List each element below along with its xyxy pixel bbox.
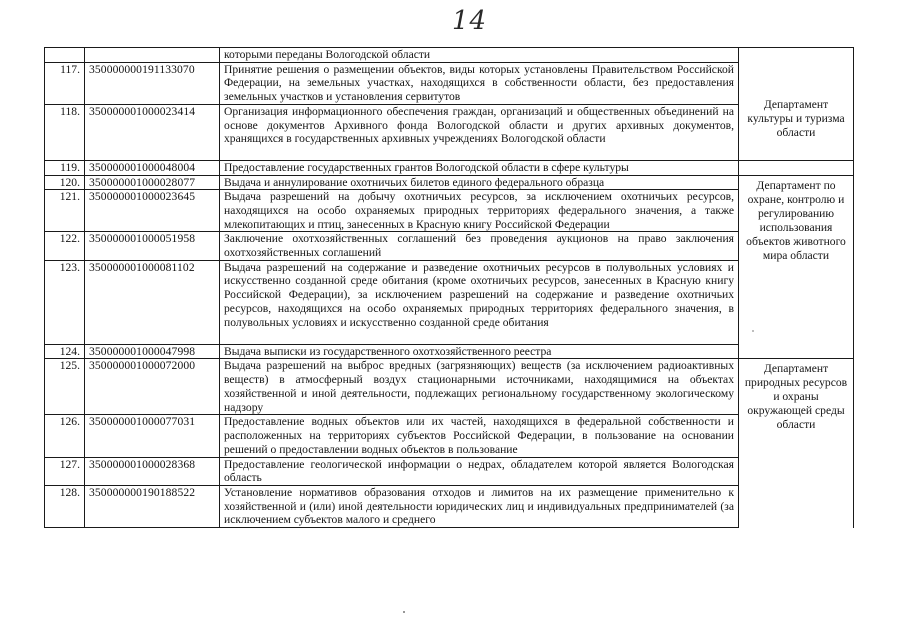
service-code: 350000000190188522 bbox=[85, 485, 220, 527]
table-row bbox=[45, 260, 854, 344]
service-description: Выдача разрешений на содержание и разведение охотничьих ресурсов в полувольных условиях и искусственно созданной среде обитания (кроме охотничьих ресурсов, занесенных в Красную книгу Российской Федерации), за исключением разрешений на содержание и разведение охотничьих ресурсов, находящихся на особо охраняемых природных территориях федерального значения, в полувольных условиях и искусственно созданной среде обитания bbox=[220, 260, 739, 344]
table-row bbox=[45, 344, 854, 359]
service-code bbox=[85, 48, 220, 63]
service-description: Заключение охотхозяйственных соглашений без проведения аукционов на право заключения охотхозяйственных соглашений bbox=[220, 232, 739, 260]
department-cell bbox=[739, 97, 854, 175]
row-number: 122. bbox=[45, 232, 85, 260]
row-number: 117. bbox=[45, 62, 85, 104]
page-number: 14 bbox=[452, 6, 488, 36]
row-number: 128. bbox=[45, 485, 85, 527]
service-code: 350000001000023645 bbox=[85, 190, 220, 232]
service-description: Выдача разрешений на выброс вредных (загрязняющих) веществ (за исключением радиоактивных веществ) в атмосферный воздух стационарными источниками, находящимися на объектах хозяйственной и иной деятельности, подлежащих региональному государственному экологическому надзору bbox=[220, 359, 739, 415]
table-row bbox=[45, 415, 854, 457]
table-row bbox=[45, 62, 854, 104]
row-number: 123. bbox=[45, 260, 85, 344]
table-row bbox=[45, 232, 854, 260]
department-wildlife: Департамент по охране, контролю и регулированию использования объектов животного мира области bbox=[746, 178, 846, 262]
table-row bbox=[45, 48, 854, 63]
table-row bbox=[45, 457, 854, 485]
service-description: Организация информационного обеспечения граждан, организаций и общественных объединений на основе документов Архивного фонда Вологодской области и других архивных документов, хранящихся в государственных архивных учреждениях Вологодской области bbox=[220, 104, 739, 160]
table-row bbox=[45, 359, 854, 415]
service-description: Предоставление государственных грантов Вологодской области в сфере культуры bbox=[220, 160, 739, 175]
department-culture: Департамент культуры и туризма области bbox=[747, 97, 845, 139]
department-cell bbox=[739, 359, 854, 528]
table-row bbox=[45, 190, 854, 232]
service-code: 350000001000072000 bbox=[85, 359, 220, 415]
row-number: 126. bbox=[45, 415, 85, 457]
row-number: 125. bbox=[45, 359, 85, 415]
table-row bbox=[45, 175, 854, 190]
service-code: 350000001000051958 bbox=[85, 232, 220, 260]
table-row bbox=[45, 485, 854, 527]
row-number bbox=[45, 48, 85, 63]
service-description: Выдача и аннулирование охотничьих билетов единого федерального образца bbox=[220, 175, 739, 190]
row-number: 118. bbox=[45, 104, 85, 160]
row-number: 124. bbox=[45, 344, 85, 359]
department-natural-resources: Департамент природных ресурсов и охраны окружающей среды области bbox=[744, 362, 848, 432]
row-number: 127. bbox=[45, 457, 85, 485]
row-number: 119. bbox=[45, 160, 85, 175]
service-description: которыми переданы Вологодской области bbox=[220, 48, 739, 63]
service-description: Выдача разрешений на добычу охотничьих ресурсов, за исключением охотничьих ресурсов, находящихся на особо охраняемых природных территориях федерального значения, а также млекопитающих и птиц, занесенных в Красную книгу Российской Федерации bbox=[220, 190, 739, 232]
service-code: 350000001000077031 bbox=[85, 415, 220, 457]
department-cell bbox=[739, 175, 854, 359]
service-code: 350000001000047998 bbox=[85, 344, 220, 359]
service-code: 350000001000081102 bbox=[85, 260, 220, 344]
service-description: Выдача выписки из государственного охотхозяйственного реестра bbox=[220, 344, 739, 359]
scan-speck bbox=[403, 611, 405, 613]
service-code: 350000001000048004 bbox=[85, 160, 220, 175]
service-description: Установление нормативов образования отходов и лимитов на их размещение применительно к хозяйственной и (или) иной деятельности юридических лиц и индивидуальных предпринимателей (за исключением субъектов малого и среднего bbox=[220, 485, 739, 527]
service-code: 350000001000028368 bbox=[85, 457, 220, 485]
service-description: Предоставление водных объектов или их частей, находящихся в федеральной собственности и расположенных на территориях субъектов Российской Федерации, в пользование на основании решений о предоставлении водных объектов в пользование bbox=[220, 415, 739, 457]
service-code: 350000001000028077 bbox=[85, 175, 220, 190]
table-row bbox=[45, 104, 854, 160]
service-code: 350000001000023414 bbox=[85, 104, 220, 160]
service-description: Предоставление геологической информации о недрах, обладателем которой является Вологодская область bbox=[220, 457, 739, 485]
service-description: Принятие решения о размещении объектов, виды которых установлены Правительством Российской Федерации, на земельных участках, находящихся в собственности области, без предоставления земельных участков и установления сервитутов bbox=[220, 62, 739, 104]
row-number: 121. bbox=[45, 190, 85, 232]
table-row bbox=[45, 160, 854, 175]
scan-speck bbox=[752, 330, 754, 332]
services-table bbox=[44, 47, 854, 528]
service-code: 350000000191133070 bbox=[85, 62, 220, 104]
row-number: 120. bbox=[45, 175, 85, 190]
